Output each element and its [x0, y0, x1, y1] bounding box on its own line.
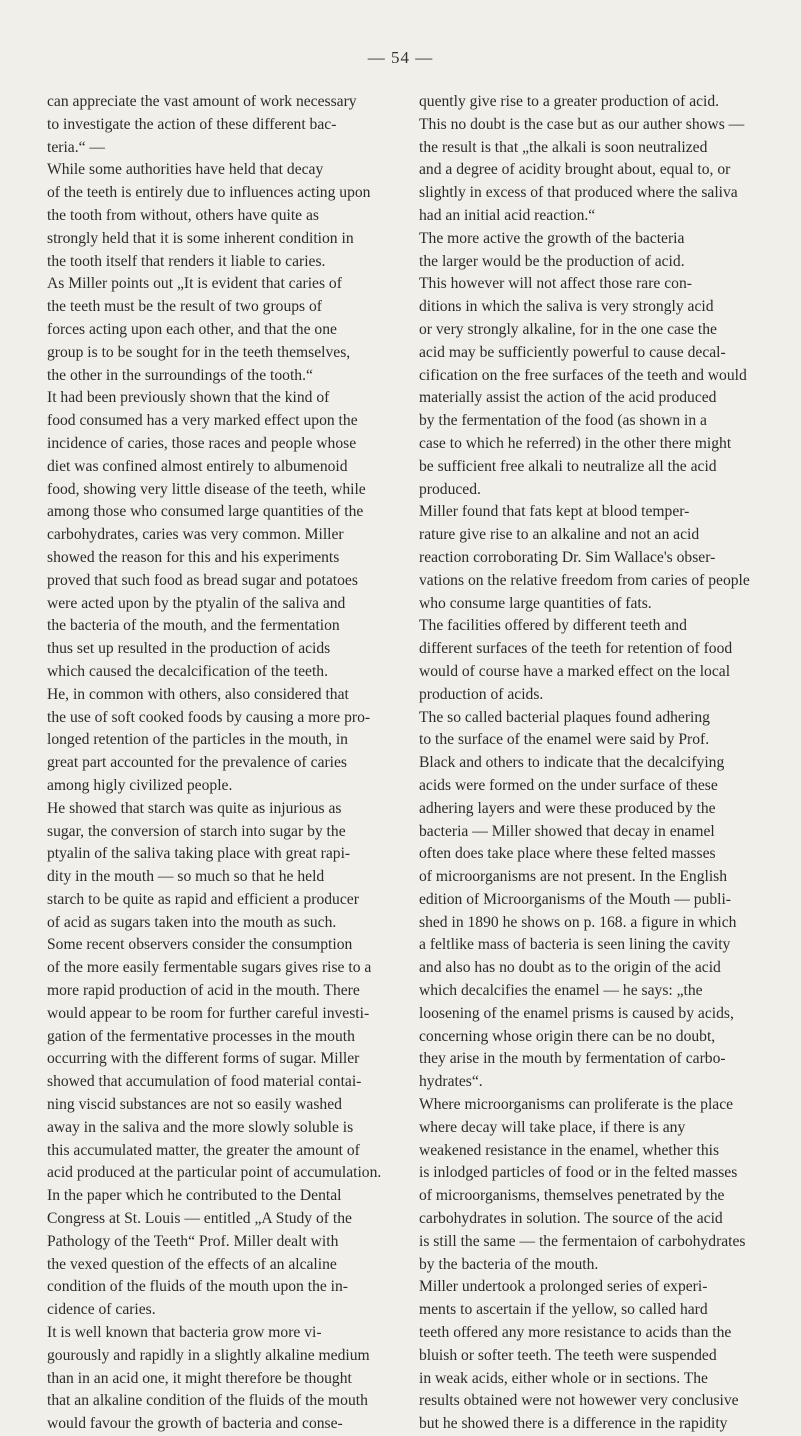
left-column-line: the use of soft cooked foods by causing a more pro- — [47, 708, 371, 726]
right-column-line: weakened resistance in the enamel, whether this — [419, 1141, 720, 1159]
right-column-line: slightly in excess of that produced where the saliva — [419, 184, 738, 202]
right-column-line: Miller found that fats kept at blood temper- — [419, 503, 690, 521]
right-column-line: ments to ascertain if the yellow, so called hard — [419, 1301, 708, 1319]
right-column-line: acid may be sufficiently powerful to cause decal- — [419, 343, 726, 361]
left-column-line: cidence of caries. — [47, 1301, 156, 1319]
left-column-line: away in the saliva and the more slowly soluble is — [47, 1118, 354, 1136]
right-column-line: bacteria — Miller showed that decay in enamel — [419, 822, 715, 840]
right-column-line: acids were formed on the under surface of these — [419, 776, 718, 794]
right-column-line: production of acids. — [419, 685, 544, 703]
left-column-line: longed retention of the particles in the mouth, in — [47, 731, 348, 749]
right-column-line: by the bacteria of the mouth. — [419, 1255, 599, 1273]
right-column-line: materially assist the action of the acid produced — [419, 389, 717, 407]
left-column-line: ptyalin of the saliva taking place with great rapi- — [47, 845, 351, 863]
right-column-line: of microorganisms, themselves penetrated by the — [419, 1187, 725, 1205]
right-text-column — [419, 91, 766, 1436]
right-column-line: This however will not affect those rare con- — [419, 275, 692, 293]
left-column-line: ning viscid substances are not so easily washed — [47, 1096, 342, 1114]
right-column-line: the larger would be the production of acid. — [419, 252, 685, 270]
right-column-line: cification on the free surfaces of the teeth and would — [419, 366, 747, 384]
right-column-line: who consume large quantities of fats. — [419, 594, 652, 612]
right-column-line: quently give rise to a greater production of acid. — [419, 93, 720, 110]
left-column-line: He showed that starch was quite as injurious as — [47, 799, 342, 817]
left-column-line: showed that accumulation of food material contai- — [47, 1073, 362, 1091]
right-column-line: Black and others to indicate that the decalcifying — [419, 754, 725, 772]
left-column-line: strongly held that it is some inherent condition in — [47, 229, 354, 247]
right-column-line: reaction corroborating Dr. Sim Wallace's obser- — [419, 548, 716, 566]
left-column-line: the other in the surroundings of the tooth.“ — [47, 366, 313, 384]
right-column-line: hydrates“. — [419, 1073, 483, 1091]
right-column-line: case to which he referred) in the other there might — [419, 434, 732, 452]
right-column-line: produced. — [419, 480, 481, 498]
left-column-line: can appreciate the vast amount of work necessary — [47, 93, 357, 110]
left-column-line: the tooth itself that renders it liable to caries. — [47, 252, 326, 270]
right-column-line: ditions in which the saliva is very strongly acid — [419, 298, 714, 316]
left-column-line: condition of the fluids of the mouth upon the in- — [47, 1278, 349, 1296]
right-column-line: results obtained were not howewer very conclusive — [419, 1392, 739, 1410]
left-column-line: than in an acid one, it might therefore be thought — [47, 1369, 352, 1387]
left-column-line: gation of the fermentative processes in the mouth — [47, 1027, 355, 1045]
right-column-line: The facilities offered by different teeth and — [419, 617, 687, 635]
left-column-line: of the more easily fermentable sugars gives rise to a — [47, 959, 372, 977]
left-column-line: great part accounted for the prevalence of caries — [47, 754, 348, 772]
right-column-line: teeth offered any more resistance to acids than the — [419, 1324, 732, 1342]
right-column-line: is still the same — the fermentaion of carbohydrates — [419, 1232, 746, 1250]
right-column-line: edition of Microorganisms of the Mouth — publi- — [419, 890, 731, 908]
left-column-line: teria.“ — — [47, 138, 106, 156]
right-column-line: by the fermentation of the food (as shown in a — [419, 412, 707, 430]
right-column-line: different surfaces of the teeth for retention of food — [419, 640, 733, 658]
right-column-line: shed in 1890 he shows on p. 168. a figure in which — [419, 913, 737, 931]
right-column-line: would of course have a marked effect on the local — [419, 662, 731, 680]
left-column-line: dity in the mouth — so much so that he held — [47, 868, 325, 886]
left-text-column — [47, 91, 394, 1436]
right-column-line: where decay will take place, if there is any — [419, 1118, 686, 1136]
left-column-line: to investigate the action of these different bac- — [47, 115, 337, 133]
right-column-line: to the surface of the enamel were said by Prof. — [419, 731, 710, 749]
left-column-line: diet was confined almost entirely to albumenoid — [47, 457, 348, 475]
left-column-line: showed the reason for this and his experiments — [47, 548, 340, 566]
left-column-line: of acid as sugars taken into the mouth as such. — [47, 913, 337, 931]
left-column-line: It is well known that bacteria grow more vi- — [47, 1324, 322, 1342]
left-column-line: acid produced at the particular point of accumulation. — [47, 1164, 382, 1182]
right-column-line: is inlodged particles of food or in the felted masses — [419, 1164, 738, 1182]
left-column-line: incidence of caries, those races and people whose — [47, 434, 357, 452]
right-column-line: they arise in the mouth by fermentation of carbo- — [419, 1050, 726, 1068]
left-column-line: While some authorities have held that decay — [47, 161, 324, 179]
right-column-line: the result is that „the alkali is soon neutralized — [419, 138, 708, 156]
left-column-line: As Miller points out „It is evident that caries of — [47, 275, 342, 293]
right-column-line: carbohydrates in solution. The source of the acid — [419, 1210, 723, 1228]
right-column-line: often does take place where these felted masses — [419, 845, 716, 863]
left-column-line: the tooth from without, others have quite as — [47, 206, 319, 224]
right-column-line: which decalcifies the enamel — he says: „the — [419, 982, 703, 1000]
right-column-line: but he showed there is a difference in the rapidity — [419, 1415, 728, 1433]
left-column-line: would favour the growth of bacteria and conse- — [47, 1415, 343, 1433]
left-column-line: which caused the decalcification of the teeth. — [47, 662, 328, 680]
page-number: — 54 — — [367, 48, 434, 67]
right-column-line: or very strongly alkaline, for in the one case the — [419, 320, 717, 338]
left-column-line: of the teeth is entirely due to influences acting upon — [47, 184, 371, 202]
right-column-line: and a degree of acidity brought about, equal to, or — [419, 161, 731, 179]
right-column-line: vations on the relative freedom from caries of people — [419, 571, 750, 589]
left-column-line: gourously and rapidly in a slightly alkaline medium — [47, 1346, 370, 1364]
right-column-line: adhering layers and were these produced by the — [419, 799, 716, 817]
left-column-line: group is to be sought for in the teeth themselves, — [47, 343, 351, 361]
right-column-line: The so called bacterial plaques found adhering — [419, 708, 710, 726]
left-column-line: this accumulated matter, the greater the amount of — [47, 1141, 360, 1159]
left-column-line: Pathology of the Teeth“ Prof. Miller dealt with — [47, 1232, 339, 1250]
left-column-line: would appear to be room for further careful investi- — [47, 1004, 370, 1022]
left-column-line: In the paper which he contributed to the Dental — [47, 1187, 342, 1205]
left-column-line: the teeth must be the result of two groups of — [47, 298, 322, 316]
right-column-line: loosening of the enamel prisms is caused by acids, — [419, 1004, 734, 1022]
right-column-line: in weak acids, either whole or in sections. The — [419, 1369, 708, 1387]
left-column-line: sugar, the conversion of starch into sugar by the — [47, 822, 346, 840]
right-column-line: The more active the growth of the bacteria — [419, 229, 685, 247]
left-column-line: that an alkaline condition of the fluids of the mouth — [47, 1392, 368, 1410]
left-column-line: He, in common with others, also considered that — [47, 685, 349, 703]
left-column-line: starch to be quite as rapid and efficient a producer — [47, 890, 359, 908]
right-column-line: had an initial acid reaction.“ — [419, 206, 596, 224]
right-column-line: of microorganisms are not present. In the English — [419, 868, 728, 886]
right-column-line: be sufficient free alkali to neutralize all the acid — [419, 457, 717, 475]
right-column-line: concerning whose origin there can be no doubt, — [419, 1027, 716, 1045]
left-column-line: among those who consumed large quantities of the — [47, 503, 364, 521]
right-column-line: and also has no doubt as to the origin of the acid — [419, 959, 721, 977]
left-column-line: more rapid production of acid in the mouth. There — [47, 982, 360, 1000]
right-column-line: a feltlike mass of bacteria is seen lining the cavity — [419, 936, 731, 954]
left-column-line: food consumed has a very marked effect upon the — [47, 412, 358, 430]
right-column-line: rature give rise to an alkaline and not an acid — [419, 526, 700, 544]
left-column-line: were acted upon by the ptyalin of the saliva and — [47, 594, 346, 612]
right-column-line: This no doubt is the case but as our auther shows — — [419, 115, 745, 133]
left-column-line: occurring with the different forms of sugar. Miller — [47, 1050, 360, 1068]
right-column-line: Where microorganisms can proliferate is the place — [419, 1096, 734, 1114]
left-column-line: the vexed question of the effects of an alcaline — [47, 1255, 337, 1273]
left-column-line: thus set up resulted in the production of acids — [47, 640, 331, 658]
left-column-line: proved that such food as bread sugar and potatoes — [47, 571, 358, 589]
right-column-line: Miller undertook a prolonged series of experi- — [419, 1278, 708, 1296]
left-column-line: forces acting upon each other, and that the one — [47, 320, 337, 338]
left-column-line: Some recent observers consider the consumption — [47, 936, 353, 954]
left-column-line: the bacteria of the mouth, and the fermentation — [47, 617, 340, 635]
right-column-line: bluish or softer teeth. The teeth were suspended — [419, 1346, 717, 1364]
left-column-line: among higly civilized people. — [47, 776, 233, 794]
left-column-line: Congress at St. Louis — entitled „A Study of the — [47, 1210, 352, 1228]
left-column-line: food, showing very little disease of the teeth, while — [47, 480, 366, 498]
left-column-line: It had been previously shown that the kind of — [47, 389, 330, 407]
left-column-line: carbohydrates, caries was very common. Miller — [47, 526, 344, 544]
